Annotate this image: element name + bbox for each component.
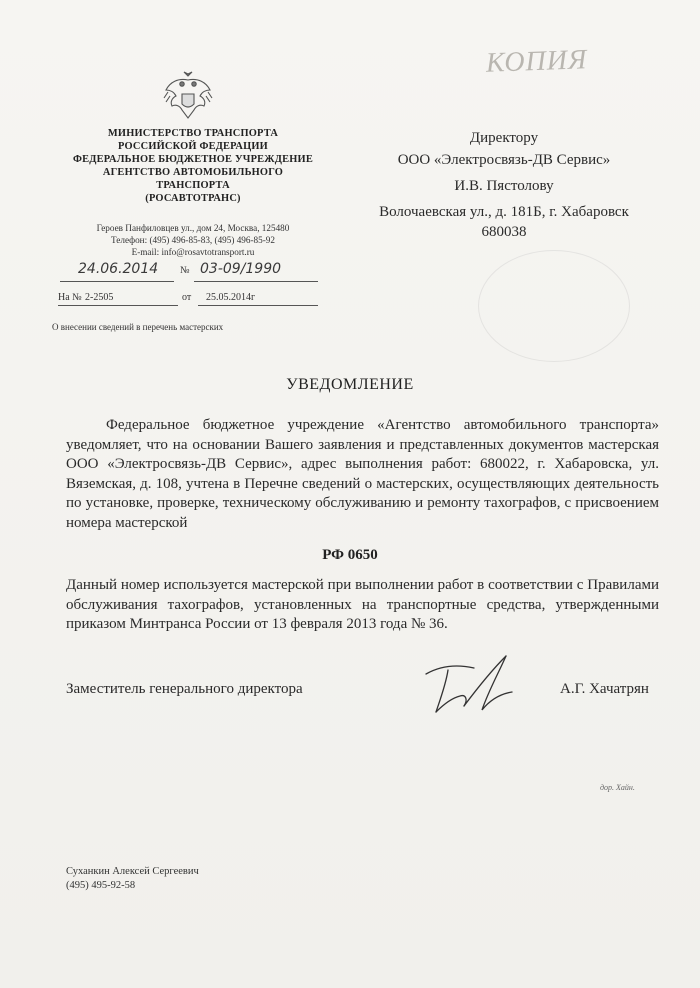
coat-of-arms-icon (160, 68, 216, 124)
from-label: от (182, 292, 192, 303)
org-line: АГЕНТСТВО АВТОМОБИЛЬНОГО (102, 167, 284, 178)
recipient-postcode: 680038 (481, 224, 527, 240)
reference-label: На № (58, 292, 82, 303)
document-title: УВЕДОМЛЕНИЕ (286, 376, 414, 393)
recipient-company: ООО «Электросвязь-ДВ Сервис» (397, 152, 611, 168)
handwritten-note: дор. Хайн. (600, 783, 635, 792)
org-address-line: Героев Панфиловцев ул., дом 24, Москва, 125480 (96, 223, 290, 233)
org-line: МИНИСТЕРСТВО ТРАНСПОРТА (107, 128, 279, 139)
organization-address (40, 222, 346, 258)
executor-phone: (495) 495-92-58 (66, 880, 136, 891)
outgoing-number: 03-09/1990 (200, 261, 282, 277)
faint-seal-mark (478, 250, 630, 362)
org-line: РОССИЙСКОЙ ФЕДЕРАЦИИ (118, 141, 268, 152)
org-email-line: E-mail: info@rosavtotransport.ru (131, 247, 255, 257)
org-line: (РОСАВТОТРАНС) (145, 193, 241, 204)
recipient-block (354, 128, 654, 242)
workshop-code: РФ 0650 (322, 547, 378, 563)
body-paragraph-2: Данный номер используется мастерской при выполнении работ в соответствии с Правилами обслуживания тахографов, установленных на транспортные средства, утвержденными приказом Минтранса России от 13 февраля 2013 года № 36. (66, 577, 659, 633)
reference-number: 2-2505 (85, 292, 114, 303)
org-line: ФЕДЕРАЛЬНОЕ БЮДЖЕТНОЕ УЧРЕЖДЕНИЕ (73, 154, 313, 165)
reference-date: 25.05.2014г (206, 292, 256, 303)
recipient-name: И.В. Пястолову (454, 178, 554, 194)
recipient-address: Волочаевская ул., д. 181Б, г. Хабаровск (379, 204, 629, 220)
recipient-position: Директору (469, 130, 539, 146)
outgoing-date: 24.06.2014 (78, 261, 159, 277)
registration-line (58, 261, 318, 281)
number-label: № (180, 265, 190, 276)
organization-name (40, 127, 346, 205)
reference-line (58, 292, 318, 308)
handwritten-signature-icon (416, 650, 526, 720)
copy-stamp: КОПИЯ (485, 44, 588, 79)
signatory-role: Заместитель генерального директора (66, 681, 303, 697)
executor-name: Суханкин Алексей Сергеевич (66, 866, 199, 877)
subject-line: О внесении сведений в перечень мастерских (52, 322, 224, 332)
org-line: ТРАНСПОРТА (156, 180, 230, 191)
org-phone-line: Телефон: (495) 496-85-83, (495) 496-85-92 (111, 235, 275, 245)
body-paragraph-1: Федеральное бюджетное учреждение «Агентство автомобильного транспорта» уведомляет, что на основании Вашего заявления и представленных документов мастерская ООО «Электросвязь-ДВ Сервис», адрес выполнения работ: 680022, г. Хабаровска, ул. Вяземская, д. 108, учтена в Перечне сведений о мастерских, осуществляющих деятельность по установке, проверке, техническому обслуживанию и ремонту тахографов, с присвоением номера мастерской (66, 417, 659, 531)
executor-block (66, 865, 199, 893)
signatory-name: А.Г. Хачатрян (560, 681, 649, 697)
